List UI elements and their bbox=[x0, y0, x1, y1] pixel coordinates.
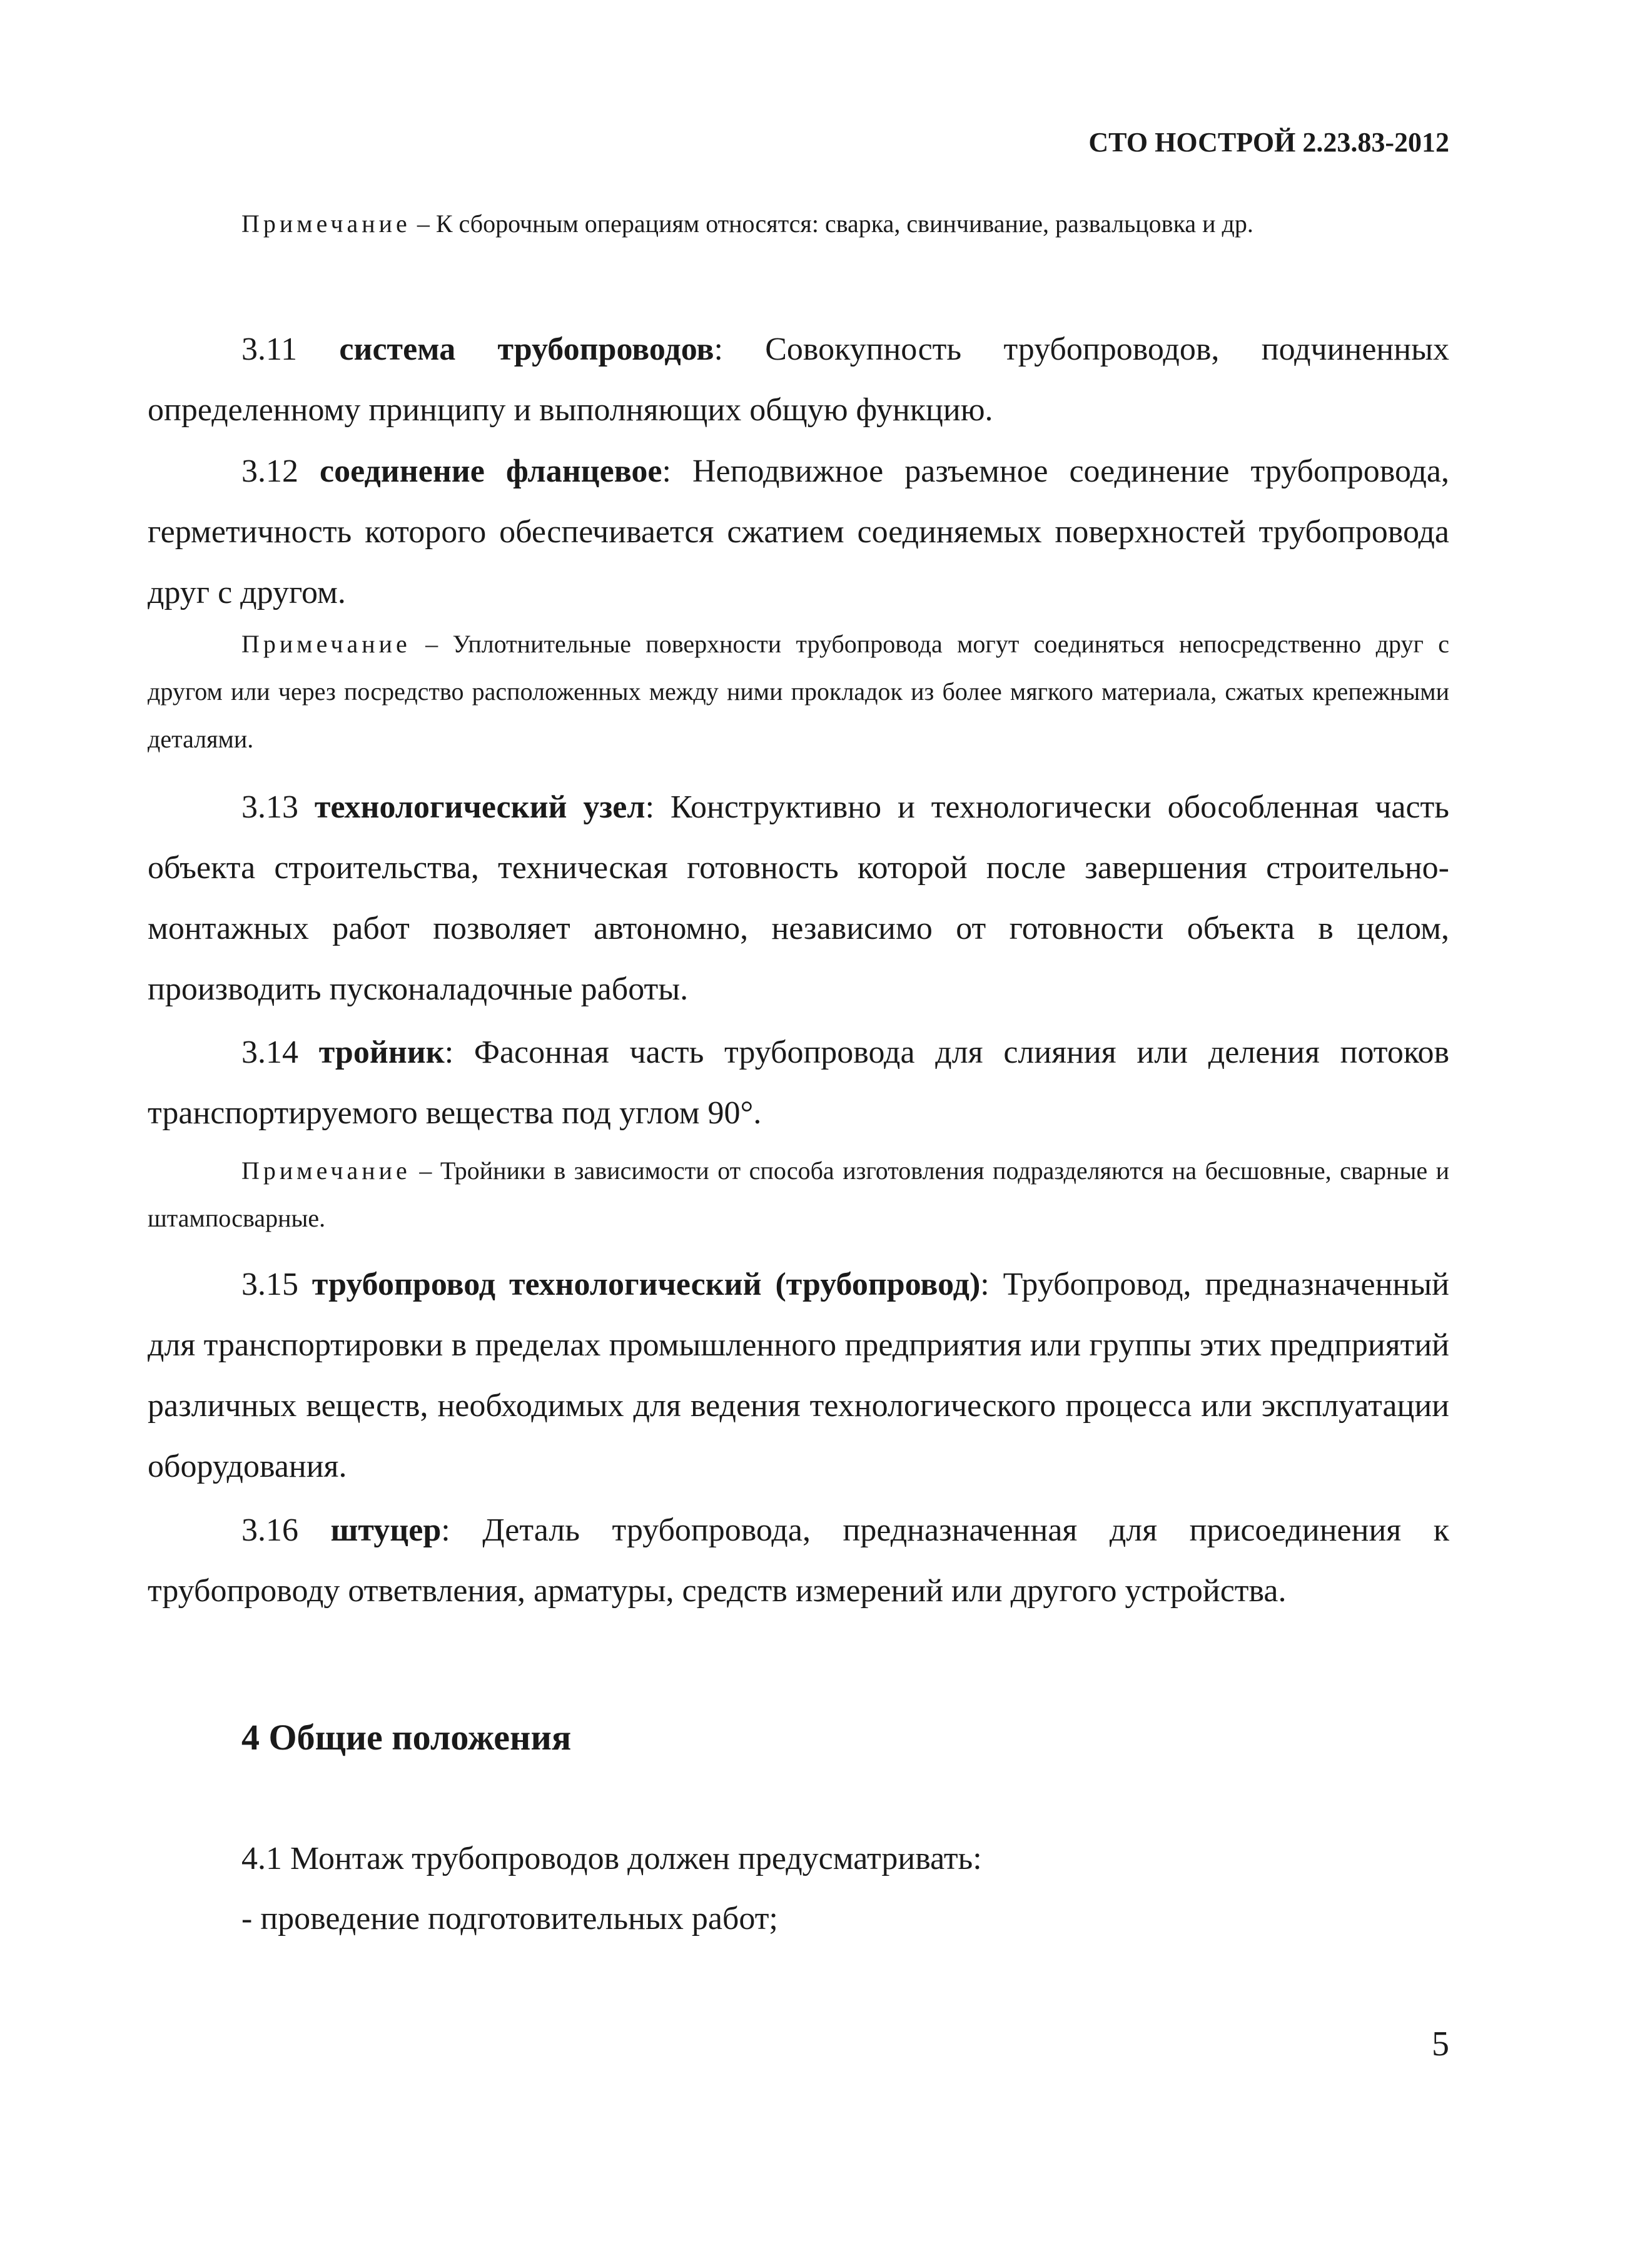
term-number: 3.11 bbox=[241, 332, 298, 367]
term-3-12 bbox=[148, 441, 1449, 623]
term-3-16 bbox=[148, 1500, 1449, 1621]
term-number: 3.15 bbox=[241, 1267, 298, 1302]
note-label: Примечание bbox=[241, 630, 411, 658]
term-name: трубопровод технологический (трубопровод) bbox=[311, 1267, 981, 1302]
term-number: 3.16 bbox=[241, 1512, 298, 1548]
note-text: – Тройники в зависимости от способа изготовления подразделяются на бесшовные, сварные и штампосварные. bbox=[148, 1157, 1449, 1232]
term-3-15 bbox=[148, 1254, 1449, 1497]
term-definition: : Фасонная часть трубопровода для слияния или деления потоков транспортируемого вещества под углом 90°. bbox=[148, 1035, 1450, 1131]
term-definition: : Трубопровод, предназначенный для транспортировки в пределах промышленного предприятия или группы этих предприятий различных веществ, необходимых для ведения технологического процесса или эксплуатации оборудования. bbox=[148, 1267, 1449, 1484]
list-item: - проведение подготовительных работ; bbox=[241, 1901, 778, 1936]
section-item-4-1: 4.1 Монтаж трубопроводов должен предусматривать: bbox=[241, 1841, 982, 1876]
term-definition: : Конструктивно и технологически обособленная часть объекта строительства, техническая готовность которой после завершения строительно-монтажных работ позволяет автономно, независимо от готовности объекта в целом, производить пусконаладочные работы. bbox=[148, 789, 1449, 1007]
term-3-13 bbox=[148, 777, 1449, 1020]
note-label: Примечание bbox=[241, 1157, 411, 1185]
term-name: тройник bbox=[318, 1035, 445, 1070]
term-name: технологический узел bbox=[314, 789, 645, 825]
note-label: Примечание bbox=[241, 210, 411, 238]
term-number: 3.12 bbox=[241, 453, 298, 489]
section-heading: 4 Общие положения bbox=[241, 1717, 572, 1758]
page-number: 5 bbox=[1432, 2025, 1449, 2063]
note-2 bbox=[148, 620, 1449, 763]
term-number: 3.14 bbox=[241, 1035, 298, 1070]
note-text: – Уплотнительные поверхности трубопровода могут соединяться непосредственно друг с другом или через посредство расположенных между ними прокладок из более мягкого материала, сжатых крепежными деталями. bbox=[148, 630, 1449, 753]
note-3 bbox=[148, 1147, 1449, 1242]
term-number: 3.13 bbox=[241, 789, 298, 825]
term-definition: : Совокупность трубопроводов, подчиненных определенному принципу и выполняющих общую функцию. bbox=[148, 332, 1450, 428]
note-text: – К сборочным операциям относятся: сварка, свинчивание, развальцовка и др. bbox=[410, 210, 1253, 238]
term-name: система трубопроводов bbox=[339, 332, 714, 367]
term-definition: : Деталь трубопровода, предназначенная для присоединения к трубопроводу ответвления, арматуры, средств измерений или другого устройства. bbox=[148, 1512, 1449, 1609]
term-name: штуцер bbox=[330, 1512, 442, 1548]
term-3-11 bbox=[148, 319, 1449, 440]
term-definition: : Неподвижное разъемное соединение трубопровода, герметичность которого обеспечивается сжатием соединяемых поверхностей трубопровода друг с другом. bbox=[148, 453, 1450, 610]
note-1 bbox=[148, 200, 1449, 248]
term-name: соединение фланцевое bbox=[320, 453, 662, 489]
term-3-14 bbox=[148, 1022, 1449, 1143]
document-code: СТО НОСТРОЙ 2.23.83-2012 bbox=[1088, 127, 1449, 158]
